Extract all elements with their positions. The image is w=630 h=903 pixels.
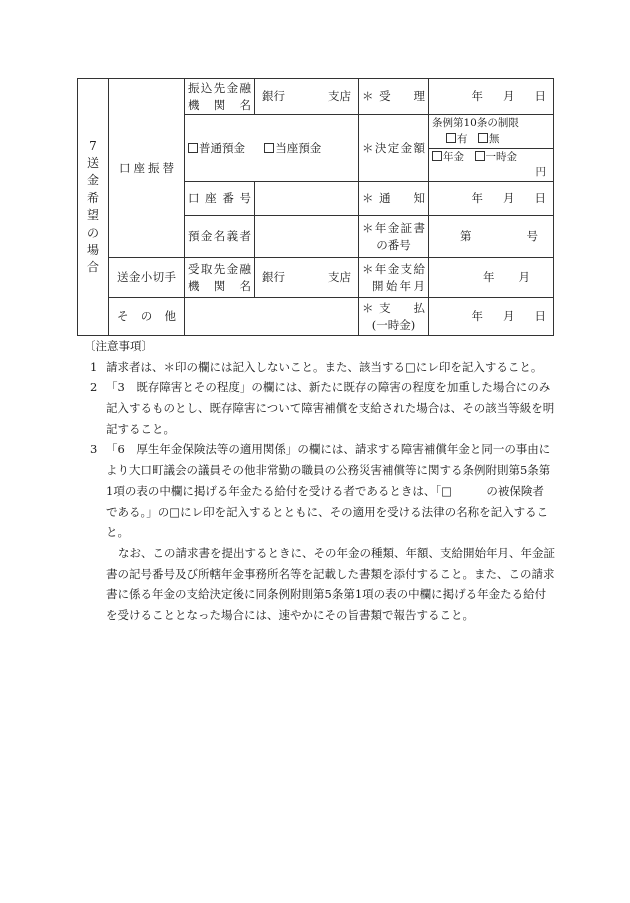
furikomi-bank-label: 振込先金融機関名 xyxy=(185,79,255,115)
notes-heading: 〔注意事項〕 xyxy=(84,339,153,353)
ari-checkbox[interactable] xyxy=(446,133,456,143)
kettei-kingaku-label: ＊決定金額 xyxy=(359,115,429,182)
sokin-kogitte-label: 送金小切手 xyxy=(109,258,185,298)
notes-section xyxy=(84,336,555,626)
nenkin-shosho-field[interactable]: 第 号 xyxy=(429,216,554,258)
note-item-2: 2 「3 既存障害とその程度」の欄には、新たに既存の障害の程度を加重した場合にのみ記入するものとし、既存障害について障害補償を支給された場合は、その該当等級を明記すること。 xyxy=(90,380,555,436)
furikomi-bank-field[interactable]: 銀行 支店 xyxy=(255,79,359,115)
sonota-field[interactable] xyxy=(185,298,359,336)
shikyu-label: ＊年金支給 開始年月 xyxy=(359,258,429,298)
toza-checkbox[interactable] xyxy=(264,143,274,153)
nashi-checkbox[interactable] xyxy=(478,133,488,143)
sonota-label: その他 xyxy=(109,298,185,336)
koza-bango-field[interactable] xyxy=(255,182,359,216)
koza-furikae-label: 口座振替 xyxy=(109,79,185,258)
note-item-1: 1 請求者は、＊印の欄には記入しないこと。また、該当する□にレ印を記入すること。 xyxy=(90,359,543,374)
shikyu-date-field[interactable]: 年 月 xyxy=(429,258,554,298)
koza-bango-label: 口座番号 xyxy=(185,182,255,216)
yokin-meigi-label: 預金名義者 xyxy=(185,216,255,258)
juri-label: ＊受 理 xyxy=(359,79,429,115)
tsuchi-date-field[interactable]: 年 月 日 xyxy=(429,182,554,216)
kettei-kingaku-field[interactable]: 条例第10条の制限 有 無 年金 一時金 円 xyxy=(429,115,554,182)
uketori-bank-field[interactable]: 銀行 支店 xyxy=(255,258,359,298)
nenkin-shosho-label: ＊年金証書 の番号 xyxy=(359,216,429,258)
shiharai-date-field[interactable]: 年 月 日 xyxy=(429,298,554,336)
note-item-3: 3 「6 厚生年金保険法等の適用関係」の欄には、請求する障害補償年金と同一の事由により大口町議会の議員その他非常勤の職員の公務災害補償等に関する条例附則第5条第1項の表の中欄に掲げる年金たる給付を受ける者であるときは、「□ の被保険者である。」の□にレ印を記入するとともに、その適用を受ける法律の名称を記入すること。 xyxy=(90,442,551,540)
nenkin-checkbox[interactable] xyxy=(432,151,442,161)
yokin-meigi-field[interactable] xyxy=(255,216,359,258)
remittance-form-table xyxy=(77,78,554,336)
uketori-bank-label: 受取先金融機関名 xyxy=(185,258,255,298)
note-paragraph: なお、この請求書を提出するときに、その年金の種類、年額、支給開始年月、年金証書の記号番号及び所轄年金事務所名等を記載した書類を添付すること。また、この請求書に係る年金の支給決定後に同条例附則第5条第1項の表の中欄に掲げる年金たる給付を受けることとなった場合には、速やかにその旨書類で報告すること。 xyxy=(106,545,555,622)
futsu-checkbox[interactable] xyxy=(188,143,198,153)
account-type-field[interactable]: 普通預金 当座預金 xyxy=(185,115,359,182)
juri-date-field[interactable]: 年 月 日 xyxy=(429,79,554,115)
ichijikin-checkbox[interactable] xyxy=(475,151,485,161)
section-7-title: 7 送 金 希 望 の 場 合 xyxy=(78,79,109,336)
tsuchi-label: ＊通 知 xyxy=(359,182,429,216)
shiharai-label: ＊支 払 (一時金) xyxy=(359,298,429,336)
